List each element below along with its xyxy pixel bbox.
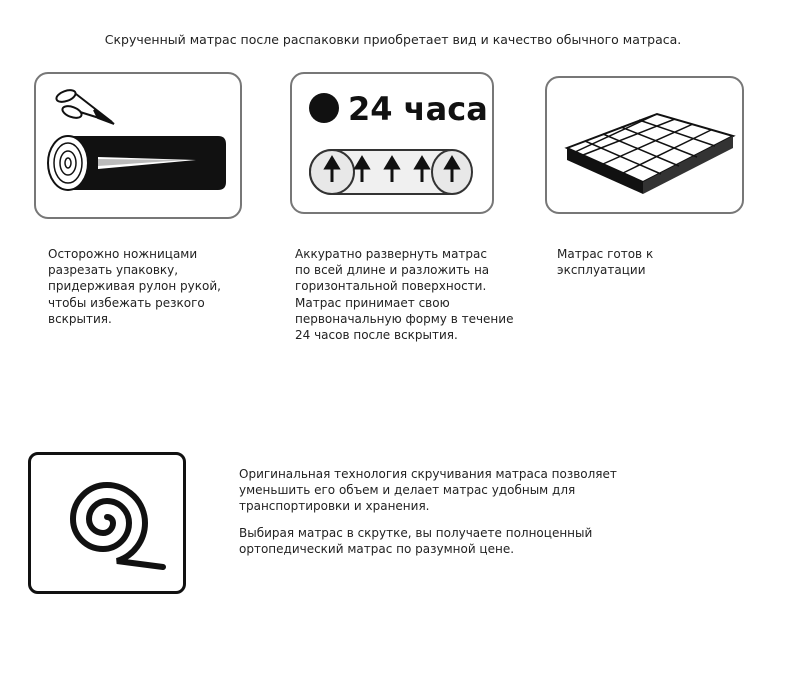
page-title: Скрученный матрас после распаковки приобретает вид и качество обычного матраса. bbox=[104, 32, 682, 47]
roll-line: Оригинальная технология скручивания матраса позволяет bbox=[239, 467, 617, 481]
roll-text bbox=[239, 466, 619, 557]
step-1-line: чтобы избежать резкого bbox=[48, 295, 205, 310]
step-2-line: Матрас принимает свою bbox=[295, 295, 450, 310]
step-1-line: вскрытия. bbox=[48, 311, 112, 326]
scissors-roll-icon bbox=[36, 74, 240, 217]
step-2-card bbox=[290, 72, 494, 214]
step-3-text bbox=[557, 246, 757, 278]
roll-line: транспортировки и хранения. bbox=[239, 499, 430, 514]
timer-dot-icon bbox=[309, 93, 339, 123]
badge-24h: 24 часа bbox=[348, 90, 488, 128]
step-2-line: Аккуратно развернуть матрас bbox=[295, 247, 487, 261]
roll-line: ортопедический матрас по разумной цене. bbox=[239, 541, 515, 556]
step-2-line: 24 часов после вскрытия. bbox=[295, 328, 458, 343]
step-1-card bbox=[34, 72, 242, 219]
mattress-icon bbox=[547, 78, 742, 212]
spiral-roll-icon bbox=[31, 455, 183, 591]
step-1-line: придерживая рулон рукой, bbox=[48, 279, 221, 294]
step-2-line: первоначальную форму в течение bbox=[295, 311, 514, 326]
step-1-text bbox=[48, 246, 248, 327]
step-1-line: Осторожно ножницами bbox=[48, 247, 198, 261]
step-3-line: Матрас готов к bbox=[557, 247, 654, 261]
step-2-text bbox=[295, 246, 525, 343]
step-3-card bbox=[545, 76, 744, 214]
step-1-line: разрезать упаковку, bbox=[48, 263, 179, 278]
spiral-card bbox=[28, 452, 186, 594]
step-2-line: горизонтальной поверхности. bbox=[295, 279, 487, 294]
step-3-line: эксплуатации bbox=[557, 263, 646, 278]
step-2-line: по всей длине и разложить на bbox=[295, 263, 490, 278]
roll-line: уменьшить его объем и делает матрас удобным для bbox=[239, 483, 576, 498]
scissors-icon bbox=[55, 88, 114, 124]
roll-line: Выбирая матрас в скрутке, вы получаете полноценный bbox=[239, 525, 593, 540]
unroll-24h-icon bbox=[292, 74, 492, 212]
